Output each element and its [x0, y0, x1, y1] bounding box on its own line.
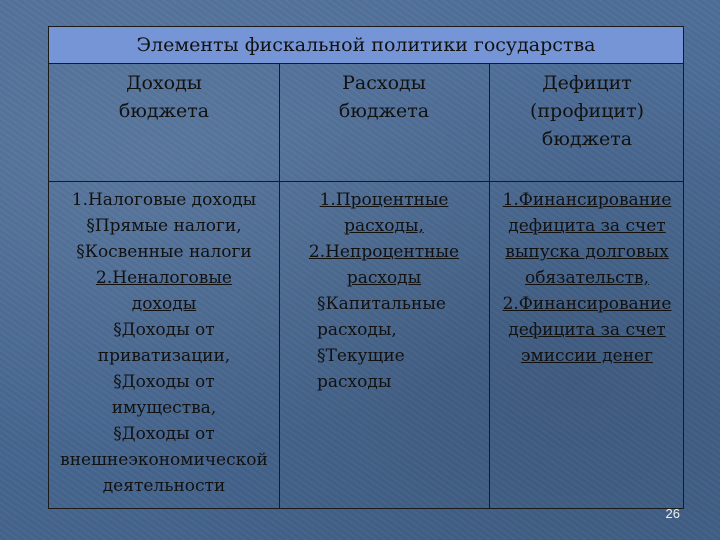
- list-item: выпуска долговых: [505, 242, 669, 262]
- list-item: §Доходы от: [113, 320, 215, 340]
- header-revenue: Доходы бюджета: [118, 72, 210, 122]
- list-item: расходы: [346, 268, 422, 288]
- list-item: §Косвенные налоги: [76, 242, 252, 262]
- slide-number: 26: [665, 506, 680, 521]
- table-title: Элементы фискальной политики государства: [49, 27, 683, 64]
- list-item: обязательств,: [524, 268, 650, 288]
- deficit-items: [489, 181, 685, 508]
- list-item: внешнеэкономической: [60, 450, 268, 470]
- list-item: §Текущие: [317, 346, 405, 366]
- list-item: §Доходы от: [113, 372, 215, 392]
- list-item: деятельности: [102, 476, 226, 496]
- list-item: 1.Финансирование: [502, 190, 672, 210]
- list-item: расходы,: [317, 320, 397, 340]
- expenditure-items: [279, 181, 489, 508]
- list-item: §Капитальные: [317, 294, 446, 314]
- header-deficit: Дефицит (профицит) бюджета: [529, 72, 645, 150]
- list-item: дефицита за счет: [508, 216, 666, 236]
- list-item: имущества,: [111, 398, 217, 418]
- list-item: приватизации,: [97, 346, 231, 366]
- fiscal-policy-table: [48, 26, 684, 509]
- header-expenditure: Расходы бюджета: [338, 72, 430, 122]
- list-item: доходы: [131, 294, 197, 314]
- list-item: 2.Неналоговые: [96, 268, 232, 288]
- list-item: 1.Процентные: [319, 190, 449, 210]
- list-item: расходы,: [344, 216, 424, 236]
- list-item: расходы: [317, 372, 392, 392]
- list-item: 2.Непроцентные: [308, 242, 460, 262]
- list-item: §Прямые налоги,: [86, 216, 242, 236]
- list-item: §Доходы от: [113, 424, 215, 444]
- list-item: дефицита за счет: [508, 320, 666, 340]
- list-item: 1.Налоговые доходы: [71, 190, 257, 210]
- list-item: эмиссии денег: [520, 346, 653, 366]
- revenue-items: [49, 181, 279, 508]
- list-item: 2.Финансирование: [502, 294, 672, 314]
